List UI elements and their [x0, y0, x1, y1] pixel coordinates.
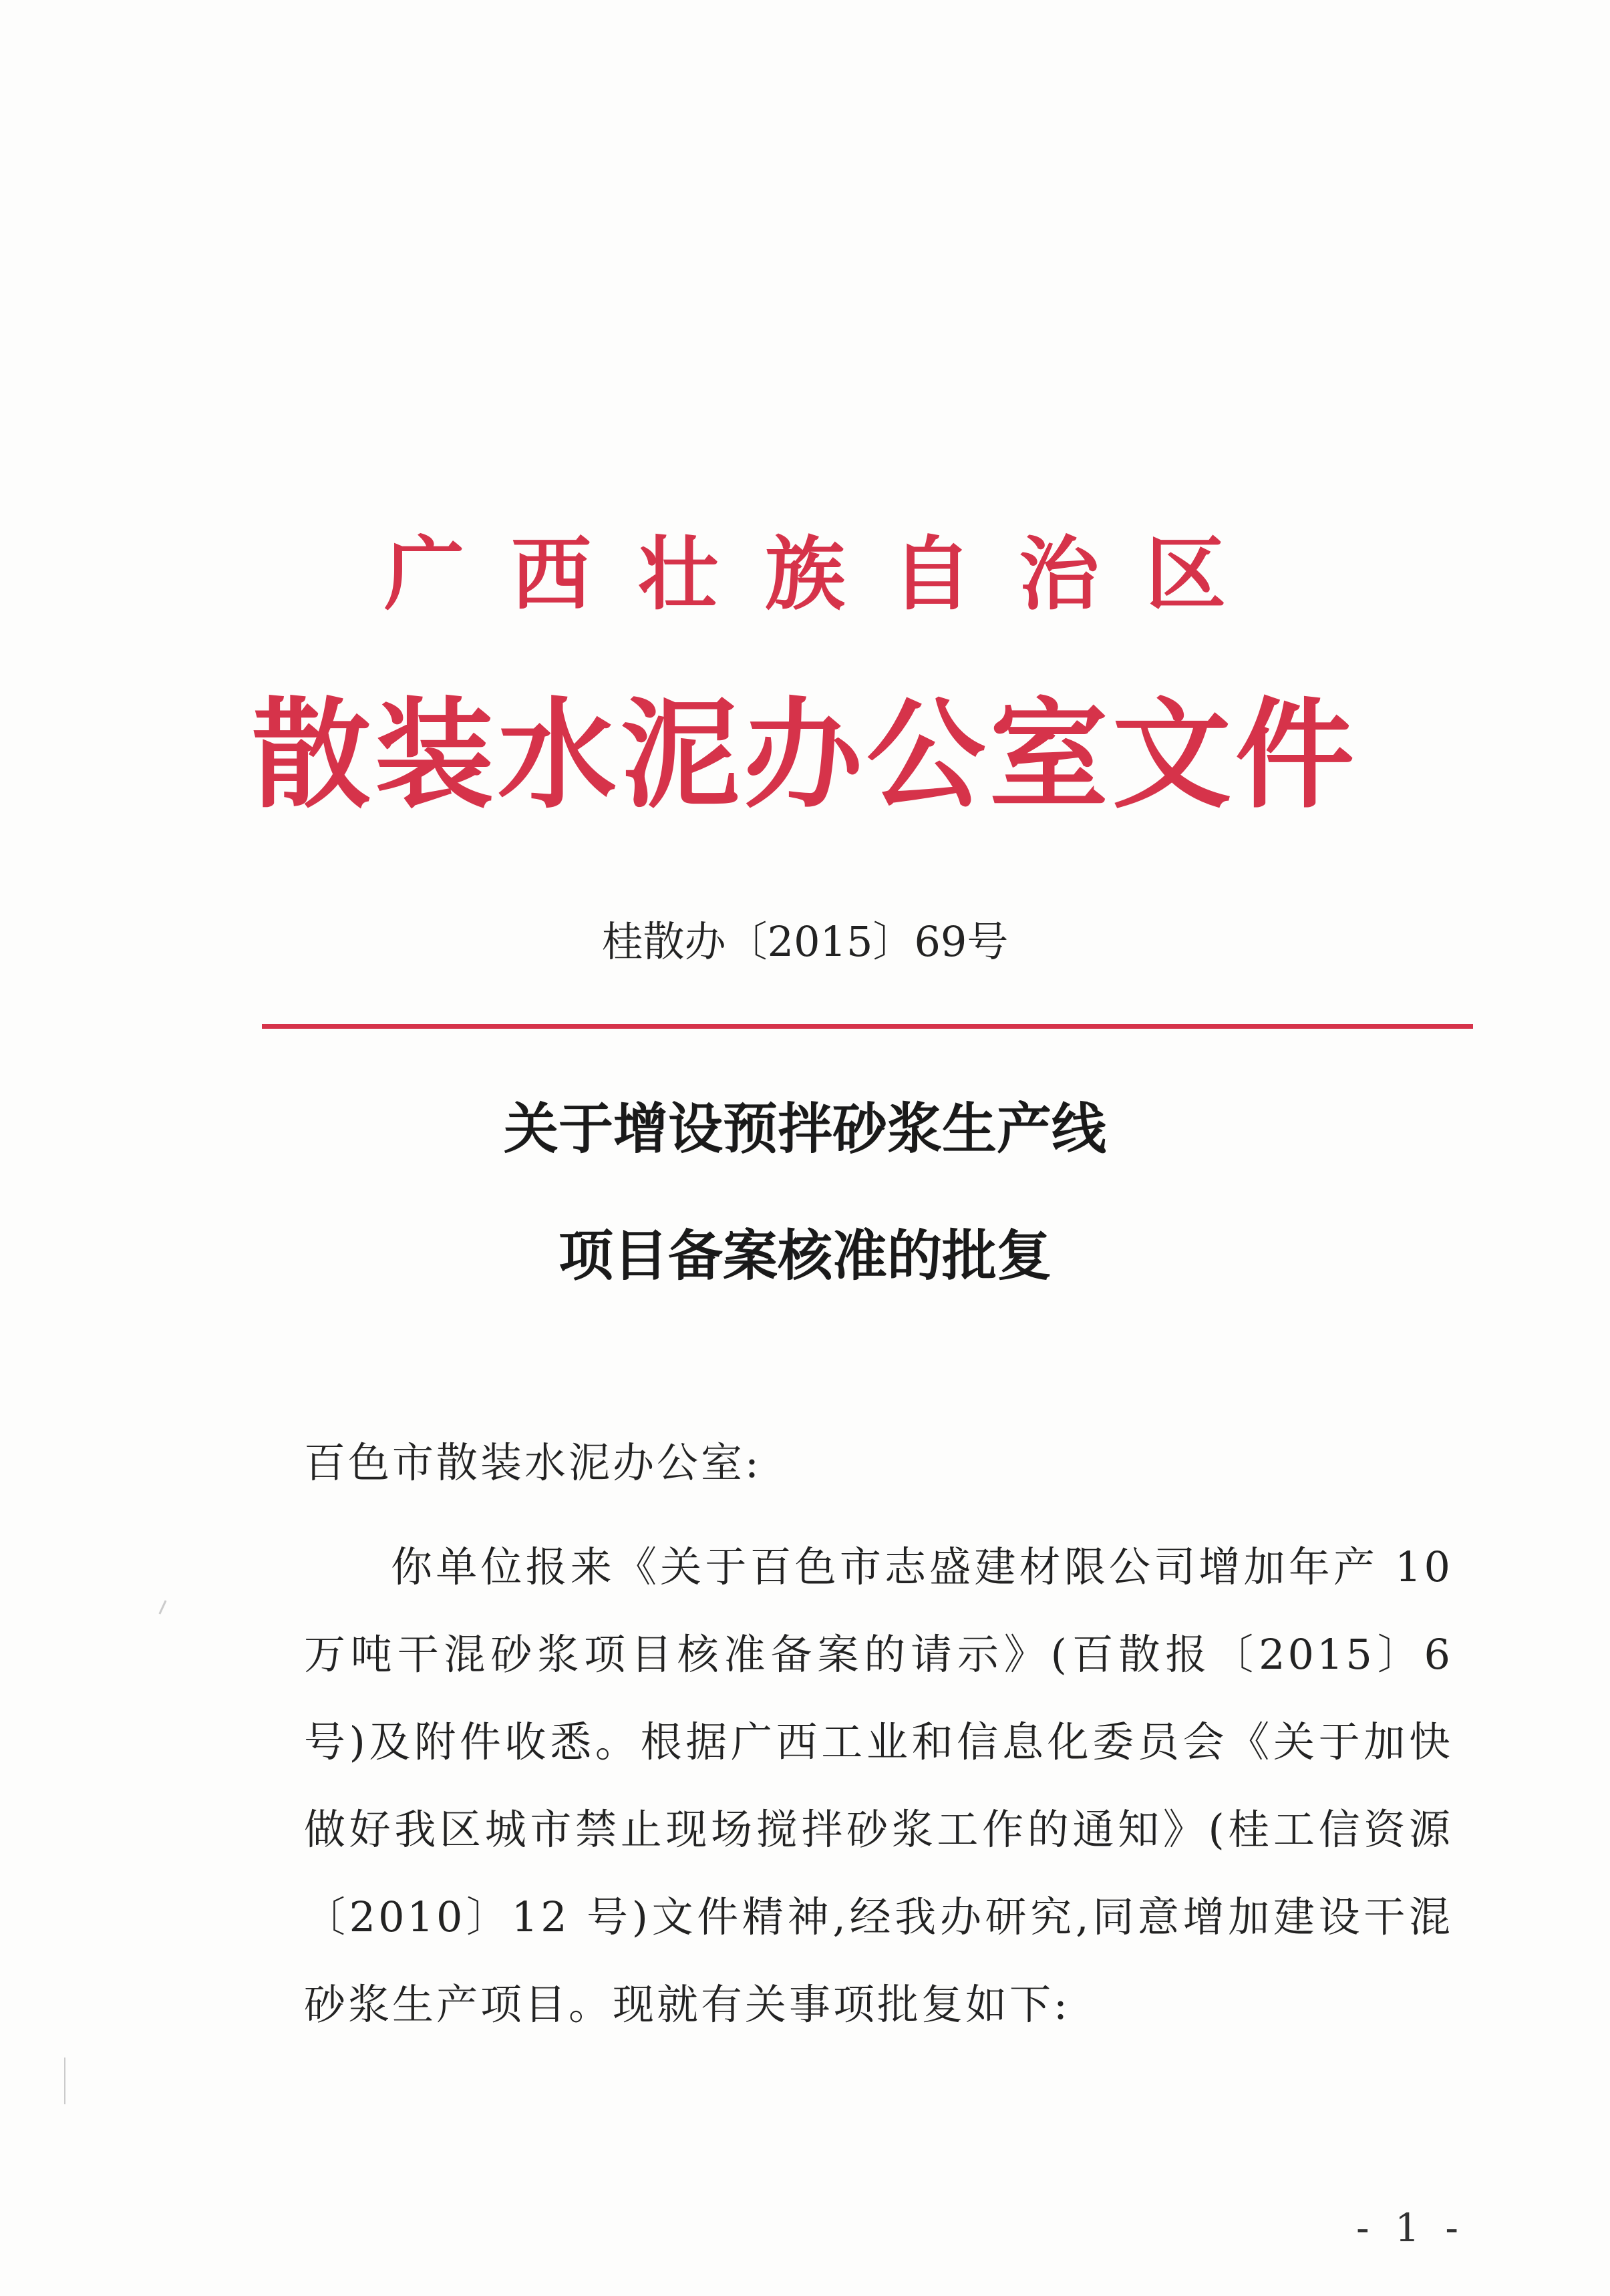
document-number: 桂散办〔2015〕69号 — [601, 917, 1009, 966]
document-title-line-1: 关于增设预拌砂浆生产线 — [503, 1097, 1106, 1161]
scan-artifact-mark — [64, 2058, 65, 2104]
page-number: - 1 - — [1356, 2205, 1465, 2251]
body-paragraph: 你单位报来《关于百色市志盛建材限公司增加年产 10 万吨干混砂浆项目核准备案的请示》(百散报〔2015〕6 号)及附件收悉。根据广西工业和信息化委员会《关于加快做好我区城市禁止现场搅拌砂浆工作的通知》(桂工信资源〔2010〕12 号)文件精神,经我办研究,同意增加建设干混砂浆生产项目。现就有关事项批复如下: — [304, 1542, 1453, 2029]
red-separator-line — [262, 1024, 1473, 1029]
document-title-line-2: 项目备案核准的批复 — [558, 1224, 1052, 1288]
salutation: 百色市散装水泥办公室: — [304, 1438, 762, 1487]
issuer-region: 广西壮族自治区 — [384, 527, 1273, 621]
issuer-office-file: 散装水泥办公室文件 — [252, 685, 1358, 824]
scan-artifact-mark — [158, 1600, 166, 1614]
